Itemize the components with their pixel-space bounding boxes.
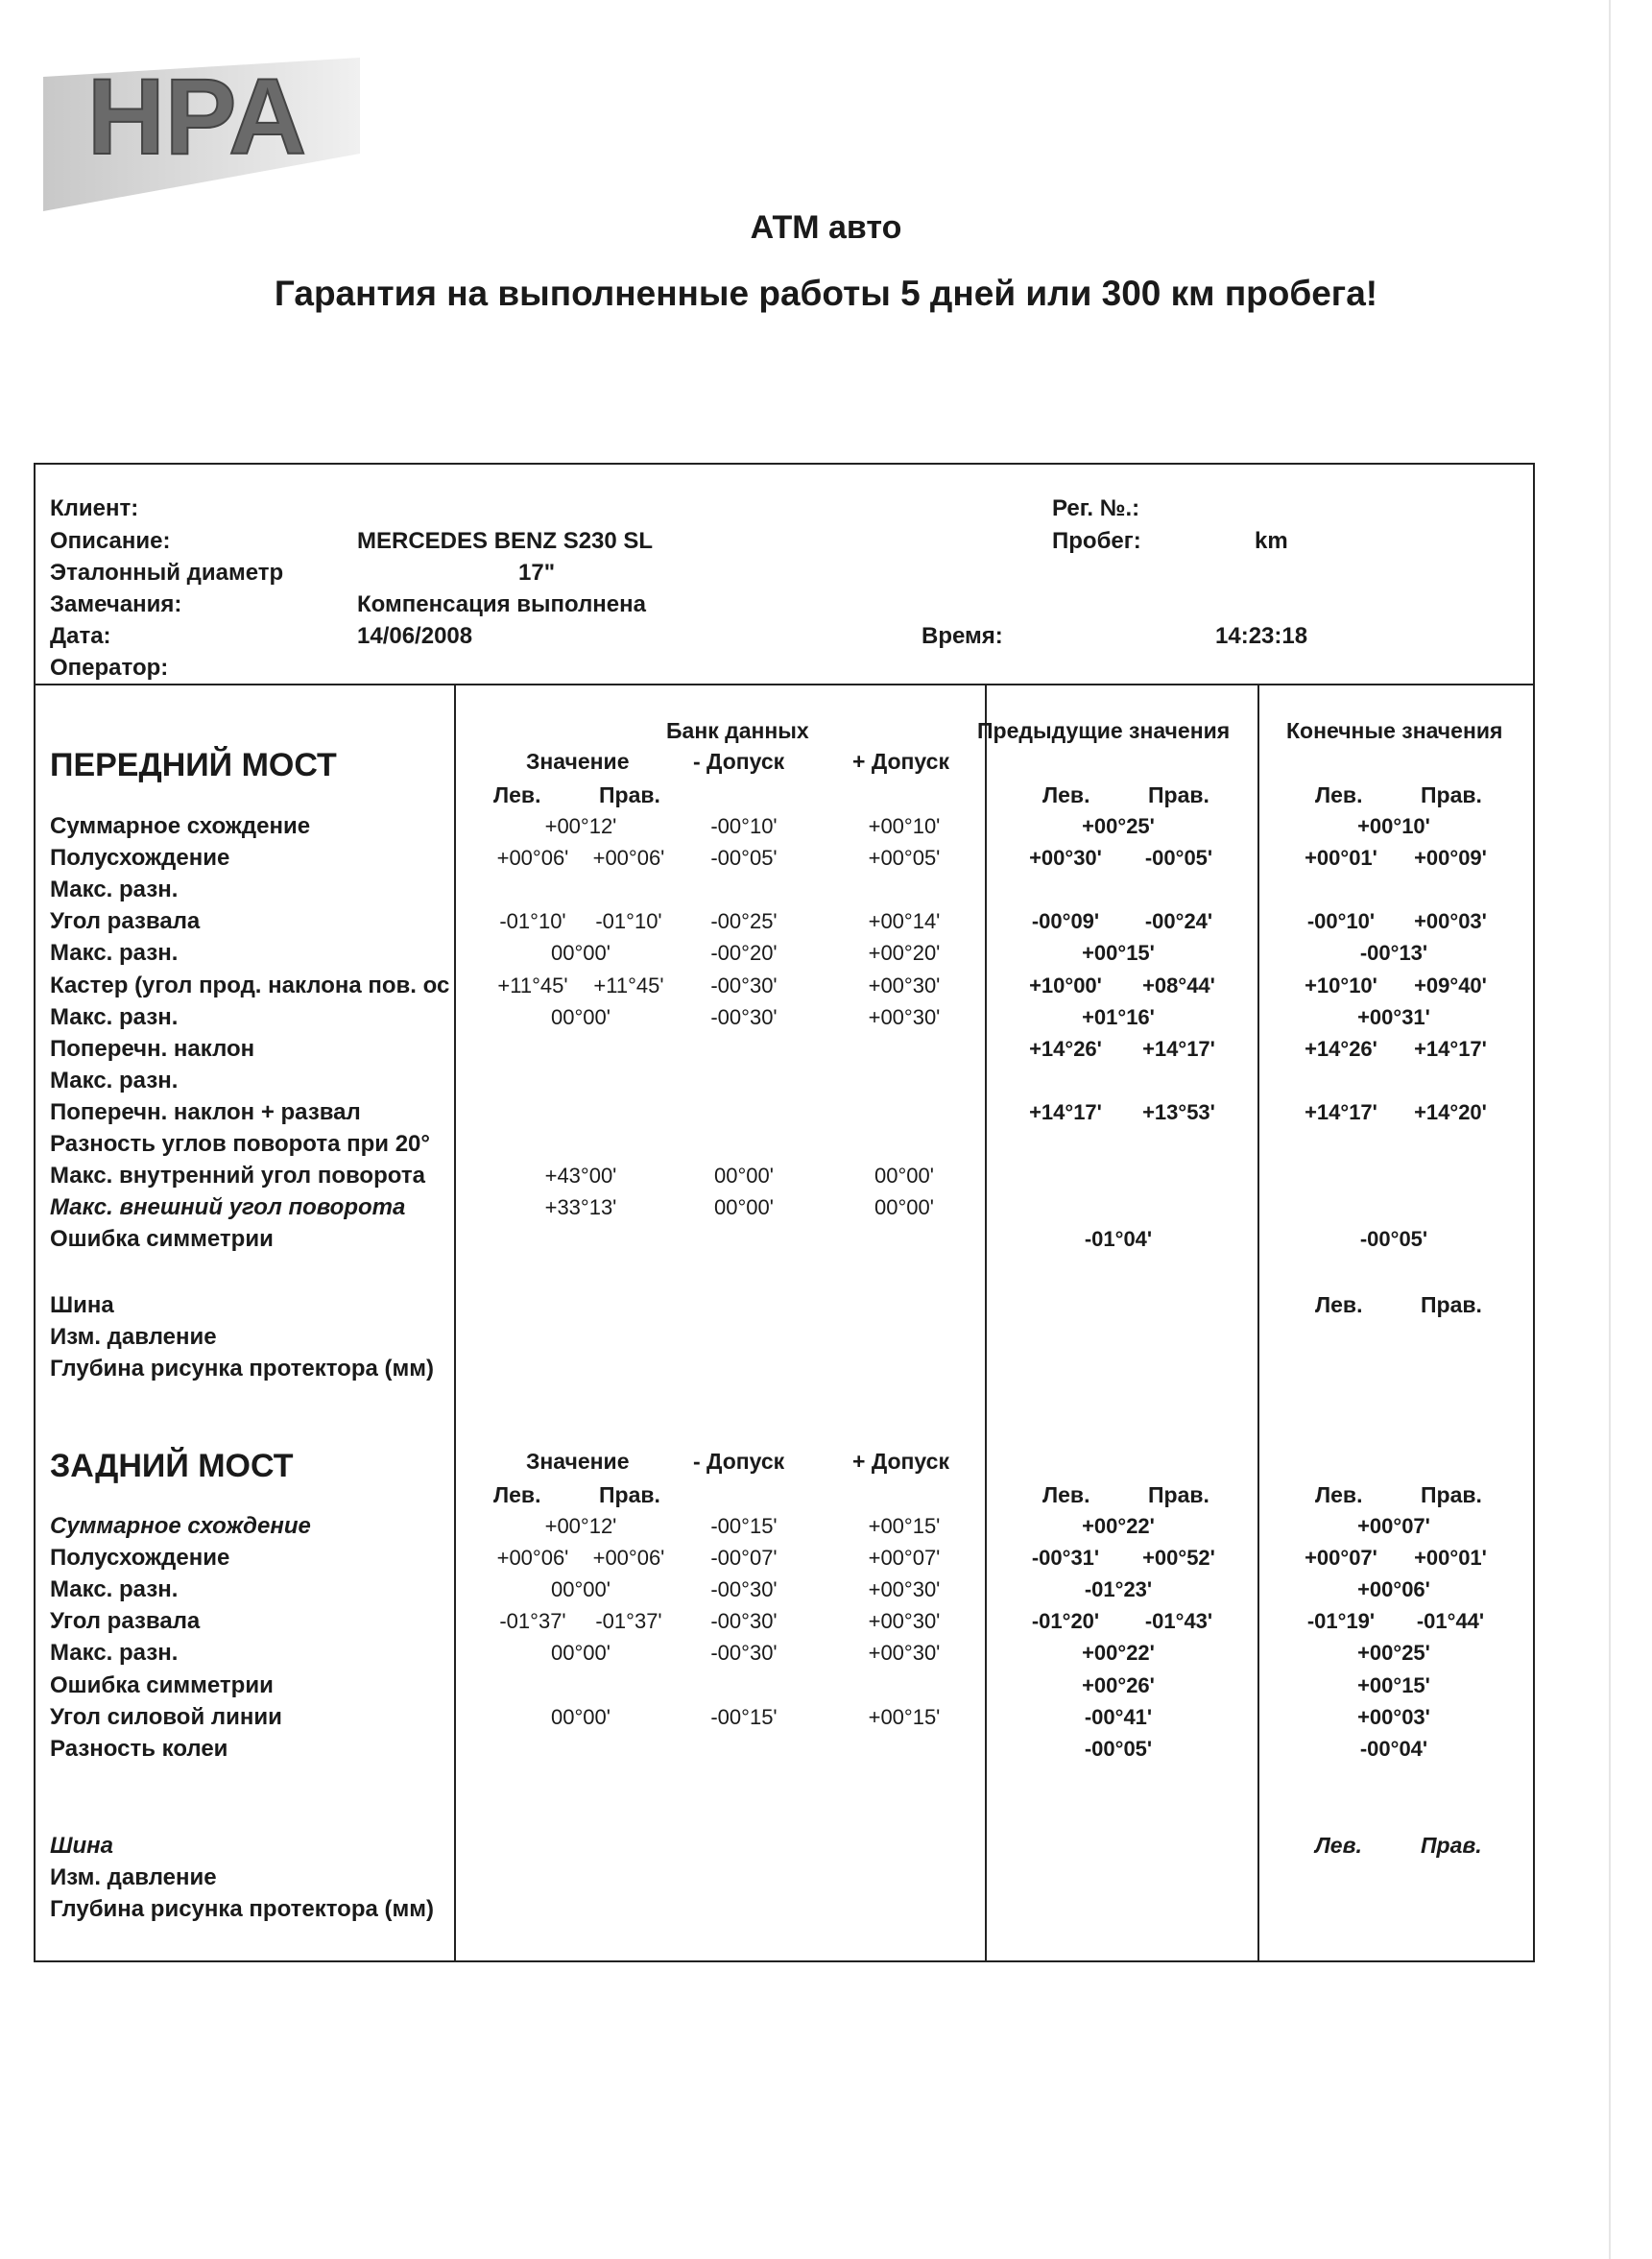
rear-cell-val-r: +00°06'	[592, 1546, 665, 1571]
front-cell-plus: +00°20'	[868, 941, 941, 966]
rear-cell-prev-c: +00°26'	[1082, 1672, 1155, 1697]
rear-cell-val-c: 00°00'	[551, 1577, 611, 1602]
rear-row-label: Ошибка симметрии	[50, 1671, 274, 1698]
rear-tire-prav: Прав.	[1421, 1833, 1482, 1858]
front-cell-plus: +00°05'	[868, 846, 941, 871]
rear-cell-prev-c: +00°22'	[1082, 1514, 1155, 1538]
front-cell-fin-l: -00°10'	[1306, 909, 1376, 934]
front-row-label: Поперечн. наклон	[50, 1035, 255, 1062]
front-cell-fin-l: +14°17'	[1305, 1099, 1377, 1124]
front-minus-tol-header: - Допуск	[693, 749, 785, 774]
mileage-unit: km	[1255, 528, 1288, 554]
front-row-label: Поперечн. наклон + развал	[50, 1098, 361, 1125]
rear-cell-fin-l: -01°19'	[1306, 1609, 1376, 1634]
scan-edge	[1609, 0, 1611, 2259]
date-label: Дата:	[50, 623, 111, 649]
rear-row-label: Макс. разн.	[50, 1640, 179, 1667]
front-cell-prev-r: -00°24'	[1144, 909, 1213, 934]
front-row-label: Макс. разн.	[50, 1003, 179, 1030]
diameter-value: 17"	[518, 560, 556, 586]
front-tire-label: Шина	[50, 1292, 114, 1318]
rear-minus-tol-header: - Допуск	[693, 1449, 785, 1474]
rear-axle-title: ЗАДНИЙ МОСТ	[50, 1448, 294, 1484]
rear-cell-prev-l: -00°31'	[1031, 1546, 1100, 1571]
front-cell-prev-l: +14°17'	[1029, 1099, 1102, 1124]
rear-cell-fin-c: -00°04'	[1359, 1736, 1428, 1761]
front-cell-minus: -00°20'	[710, 941, 778, 966]
front-cell-minus: -00°10'	[710, 814, 778, 838]
rear-cell-fin-c: +00°15'	[1357, 1672, 1430, 1697]
front-cell-fin-r: +14°17'	[1414, 1036, 1487, 1061]
front-cell-val-l: +00°06'	[496, 846, 569, 871]
front-cell-fin-r: +09°40'	[1414, 973, 1487, 997]
rear-val-prav: Прав.	[599, 1482, 660, 1507]
rear-cell-plus: +00°30'	[868, 1641, 941, 1666]
rear-cell-fin-c: +00°06'	[1357, 1577, 1430, 1602]
front-cell-plus: 00°00'	[874, 1195, 934, 1220]
front-val-lev: Лев.	[493, 782, 541, 807]
rear-cell-prev-c: -00°05'	[1084, 1736, 1153, 1761]
front-cell-minus: -00°30'	[710, 973, 778, 997]
rear-cell-fin-r: +00°01'	[1414, 1546, 1487, 1571]
col-divider-1	[454, 684, 456, 1960]
front-pressure-label: Изм. давление	[50, 1324, 217, 1350]
client-label: Клиент:	[50, 495, 139, 521]
rear-row-label: Разность колеи	[50, 1735, 228, 1762]
front-cell-plus: 00°00'	[874, 1164, 934, 1189]
rear-row-label: Макс. разн.	[50, 1576, 179, 1603]
front-cell-prev-c: +00°25'	[1082, 814, 1155, 838]
rear-cell-minus: -00°30'	[710, 1641, 778, 1666]
rear-cell-prev-r: +00°52'	[1142, 1546, 1215, 1571]
front-cell-prev-c: +00°15'	[1082, 941, 1155, 966]
front-cell-prev-c: +01°16'	[1082, 1004, 1155, 1029]
front-cell-prev-r: +14°17'	[1142, 1036, 1215, 1061]
front-cell-val-r: -01°10'	[595, 909, 662, 934]
rear-cell-minus: -00°15'	[710, 1514, 778, 1538]
rear-pressure-label: Изм. давление	[50, 1864, 217, 1890]
diameter-label: Эталонный диаметр	[50, 560, 284, 586]
front-cell-plus: +00°30'	[868, 1004, 941, 1029]
rear-cell-prev-c: -01°23'	[1084, 1577, 1153, 1602]
reg-label: Рег. №.:	[1052, 495, 1140, 521]
rear-cell-plus: +00°15'	[868, 1514, 941, 1538]
rear-cell-minus: -00°07'	[710, 1546, 778, 1571]
front-prev-prav: Прав.	[1148, 782, 1209, 807]
operator-label: Оператор:	[50, 655, 169, 681]
front-cell-minus: 00°00'	[714, 1164, 774, 1189]
front-cell-val-l: +11°45'	[497, 973, 568, 997]
col-divider-3	[1257, 684, 1259, 1960]
rear-cell-val-c: 00°00'	[551, 1704, 611, 1729]
front-cell-fin-c: +00°10'	[1357, 814, 1430, 838]
rear-cell-val-c: +00°12'	[544, 1514, 617, 1538]
rear-row-label: Полусхождение	[50, 1545, 230, 1572]
front-cell-fin-l: +00°01'	[1305, 846, 1377, 871]
front-fin-lev: Лев.	[1315, 782, 1363, 807]
front-cell-minus: -00°05'	[710, 846, 778, 871]
page-title: АТМ авто	[750, 209, 902, 246]
hpa-logo	[43, 38, 360, 211]
front-cell-plus: +00°14'	[868, 909, 941, 934]
rear-value-header: Значение	[526, 1449, 630, 1474]
front-cell-fin-c: +00°31'	[1357, 1004, 1430, 1029]
front-cell-minus: -00°30'	[710, 1004, 778, 1029]
front-tire-prav: Прав.	[1421, 1292, 1482, 1317]
rear-tire-label: Шина	[50, 1833, 113, 1859]
front-tread-label: Глубина рисунка протектора (мм)	[50, 1356, 435, 1382]
front-row-label: Полусхождение	[50, 845, 230, 872]
col-divider-2	[985, 684, 987, 1960]
rear-cell-fin-c: +00°07'	[1357, 1514, 1430, 1538]
rear-cell-prev-c: -00°41'	[1084, 1704, 1153, 1729]
rear-cell-minus: -00°30'	[710, 1609, 778, 1634]
front-cell-fin-r: +00°09'	[1414, 846, 1487, 871]
rear-row-label: Угол силовой линии	[50, 1703, 282, 1730]
rear-cell-prev-c: +00°22'	[1082, 1641, 1155, 1666]
front-cell-fin-l: +14°26'	[1305, 1036, 1377, 1061]
rear-tire-lev: Лев.	[1315, 1833, 1362, 1858]
front-plus-tol-header: + Допуск	[852, 749, 949, 774]
rear-val-lev: Лев.	[493, 1482, 541, 1507]
front-cell-val-r: +11°45'	[593, 973, 664, 997]
front-cell-prev-l: +14°26'	[1029, 1036, 1102, 1061]
front-cell-minus: 00°00'	[714, 1195, 774, 1220]
front-cell-prev-l: +00°30'	[1029, 846, 1102, 871]
rear-prev-prav: Прав.	[1148, 1482, 1209, 1507]
front-cell-plus: +00°30'	[868, 973, 941, 997]
front-prev-lev: Лев.	[1042, 782, 1090, 807]
rear-row-label: Суммарное схождение	[50, 1513, 311, 1539]
front-prev-header: Предыдущие значения	[977, 718, 1231, 743]
front-cell-prev-c: -01°04'	[1084, 1227, 1153, 1252]
front-cell-fin-l: +10°10'	[1305, 973, 1377, 997]
front-cell-val-c: 00°00'	[551, 1004, 611, 1029]
rear-cell-fin-c: +00°03'	[1357, 1704, 1430, 1729]
rear-cell-minus: -00°15'	[710, 1704, 778, 1729]
front-cell-val-l: -01°10'	[499, 909, 566, 934]
front-row-label: Разность углов поворота при 20°	[50, 1131, 430, 1157]
front-row-label: Суммарное схождение	[50, 813, 311, 839]
rear-cell-plus: +00°07'	[868, 1546, 941, 1571]
front-cell-fin-c: -00°13'	[1359, 941, 1428, 966]
front-cell-prev-r: -00°05'	[1144, 846, 1213, 871]
front-cell-fin-r: +14°20'	[1414, 1099, 1487, 1124]
remarks-label: Замечания:	[50, 591, 182, 617]
front-cell-plus: +00°10'	[868, 814, 941, 838]
front-cell-val-c: 00°00'	[551, 941, 611, 966]
time-label: Время:	[922, 623, 1003, 649]
front-cell-fin-c: -00°05'	[1359, 1227, 1428, 1252]
front-cell-minus: -00°25'	[710, 909, 778, 934]
header-divider	[34, 684, 1535, 685]
hpa-logo-graphic	[43, 38, 360, 211]
front-row-label: Макс. разн.	[50, 940, 179, 967]
front-row-label: Ошибка симметрии	[50, 1226, 274, 1253]
rear-cell-prev-l: -01°20'	[1031, 1609, 1100, 1634]
front-axle-title: ПЕРЕДНИЙ МОСТ	[50, 747, 337, 783]
rear-tread-label: Глубина рисунка протектора (мм)	[50, 1896, 435, 1922]
rear-cell-minus: -00°30'	[710, 1577, 778, 1602]
remarks-value: Компенсация выполнена	[357, 591, 646, 617]
svg-text:HPA: HPA	[86, 57, 307, 177]
front-tire-lev: Лев.	[1315, 1292, 1363, 1317]
date-value: 14/06/2008	[357, 623, 473, 649]
front-cell-prev-r: +08°44'	[1142, 973, 1215, 997]
warranty-subtitle: Гарантия на выполненные работы 5 дней или 300 км пробега!	[274, 274, 1378, 313]
rear-cell-plus: +00°30'	[868, 1577, 941, 1602]
front-value-header: Значение	[526, 749, 630, 774]
description-value: MERCEDES BENZ S230 SL	[357, 528, 654, 554]
rear-cell-fin-r: -01°44'	[1416, 1609, 1485, 1634]
front-cell-val-c: +33°13'	[544, 1195, 617, 1220]
rear-row-label: Угол развала	[50, 1608, 201, 1635]
front-row-label: Угол развала	[50, 908, 201, 935]
rear-cell-prev-r: -01°43'	[1144, 1609, 1213, 1634]
rear-cell-plus: +00°30'	[868, 1609, 941, 1634]
front-row-label: Макс. внутренний угол поворота	[50, 1163, 425, 1190]
front-cell-val-c: +00°12'	[544, 814, 617, 838]
front-cell-prev-r: +13°53'	[1142, 1099, 1215, 1124]
front-row-label: Макс. внешний угол поворота	[50, 1194, 406, 1221]
mileage-label: Пробег:	[1052, 528, 1141, 554]
front-cell-val-r: +00°06'	[592, 846, 665, 871]
rear-cell-val-l: -01°37'	[499, 1609, 566, 1634]
rear-prev-lev: Лев.	[1042, 1482, 1090, 1507]
front-row-label: Кастер (угол прод. наклона пов. ос	[50, 972, 450, 998]
front-final-header: Конечные значения	[1286, 718, 1503, 743]
front-db-title: Банк данных	[666, 718, 809, 743]
rear-cell-plus: +00°15'	[868, 1704, 941, 1729]
front-cell-val-c: +43°00'	[544, 1164, 617, 1189]
description-label: Описание:	[50, 528, 171, 554]
time-value: 14:23:18	[1215, 623, 1308, 649]
front-row-label: Макс. разн.	[50, 1067, 179, 1093]
rear-cell-val-c: 00°00'	[551, 1641, 611, 1666]
front-val-prav: Прав.	[599, 782, 660, 807]
front-row-label: Макс. разн.	[50, 877, 179, 903]
front-cell-fin-r: +00°03'	[1414, 909, 1487, 934]
rear-cell-fin-l: +00°07'	[1305, 1546, 1377, 1571]
rear-cell-fin-c: +00°25'	[1357, 1641, 1430, 1666]
front-cell-prev-l: +10°00'	[1029, 973, 1102, 997]
rear-cell-val-r: -01°37'	[595, 1609, 662, 1634]
rear-fin-prav: Прав.	[1421, 1482, 1482, 1507]
front-fin-prav: Прав.	[1421, 782, 1482, 807]
front-cell-prev-l: -00°09'	[1031, 909, 1100, 934]
rear-plus-tol-header: + Допуск	[852, 1449, 949, 1474]
rear-fin-lev: Лев.	[1315, 1482, 1363, 1507]
rear-cell-val-l: +00°06'	[496, 1546, 569, 1571]
